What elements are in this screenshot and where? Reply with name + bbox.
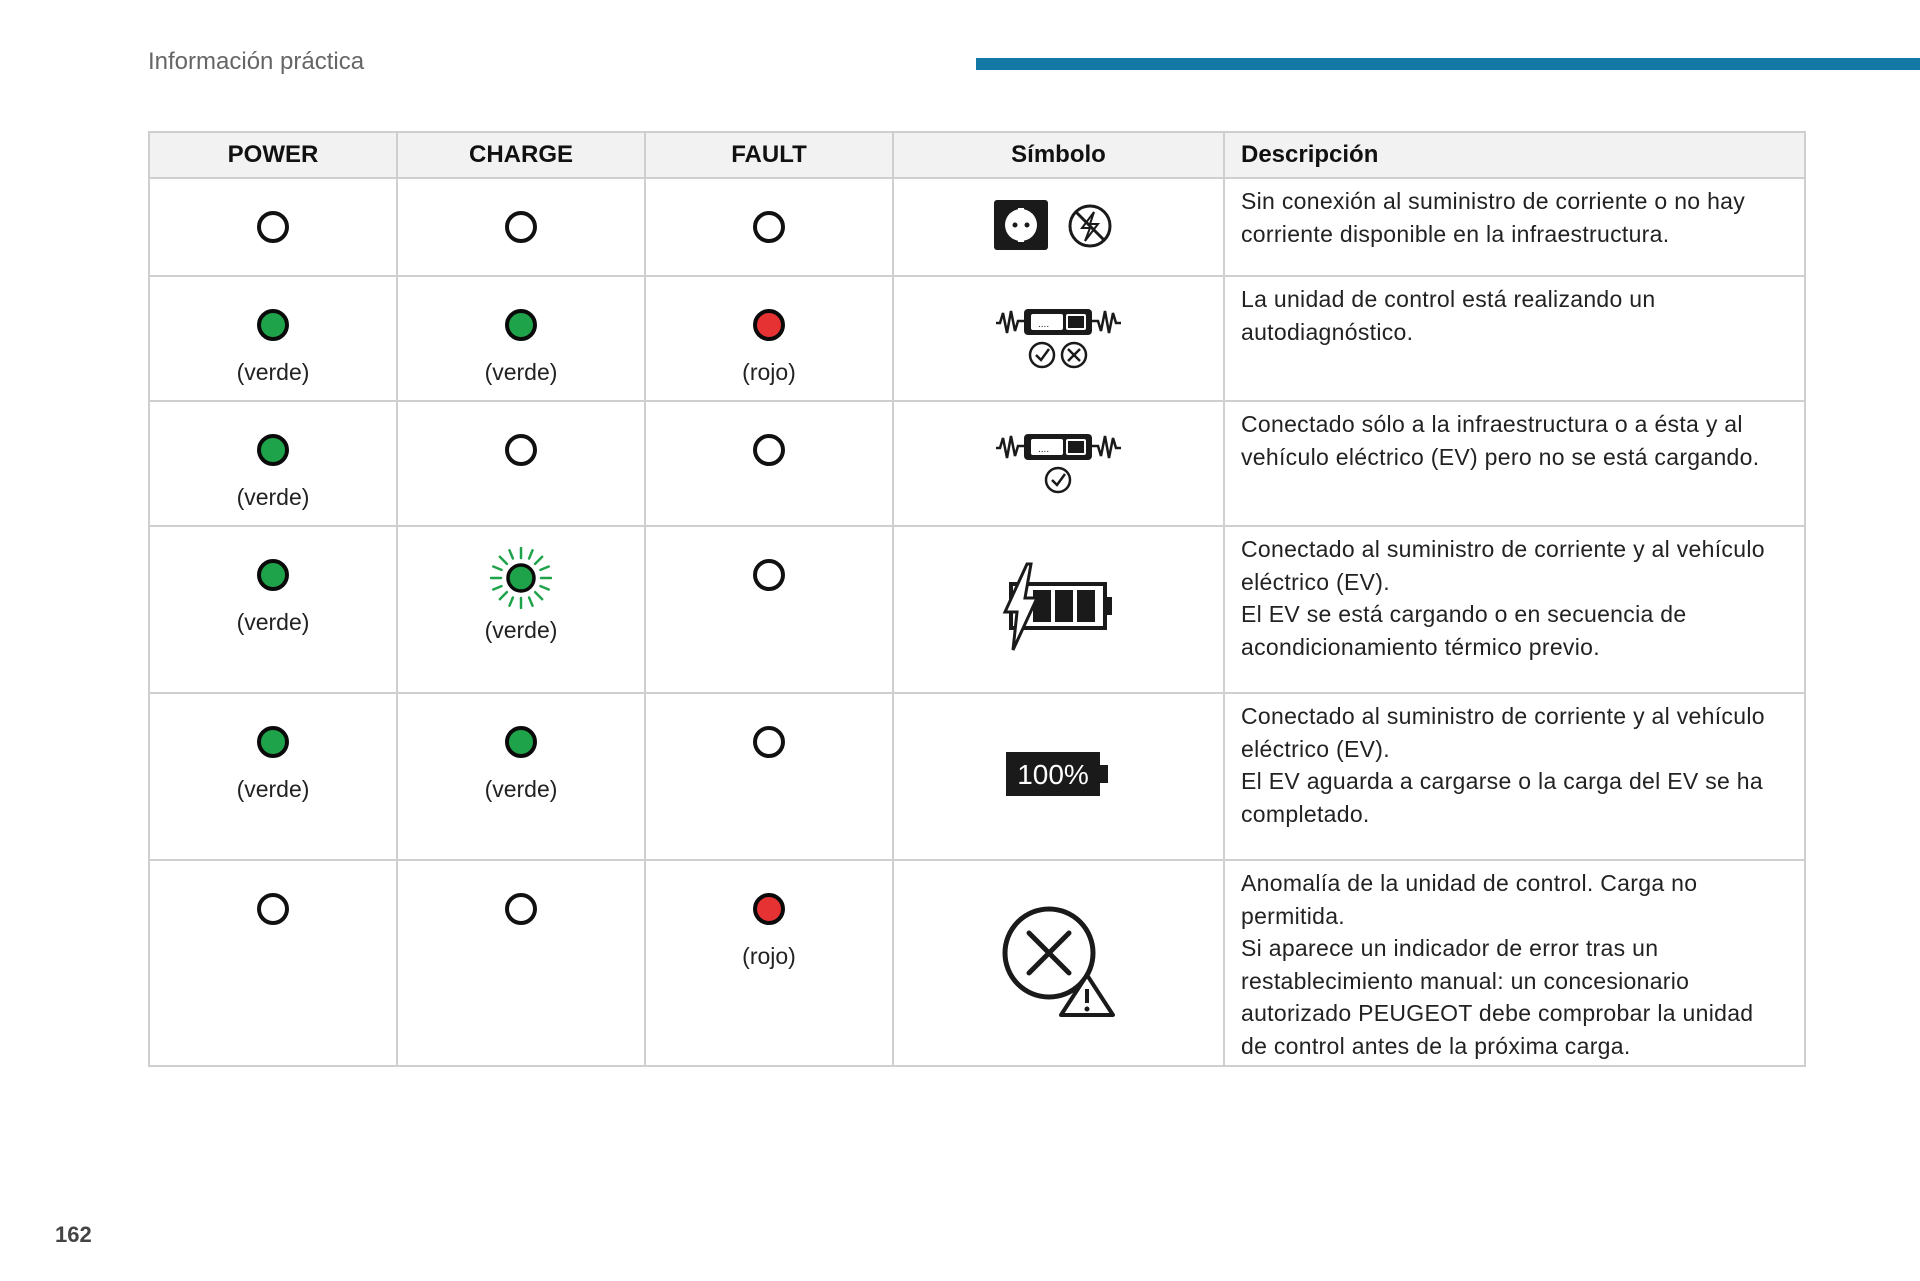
power-cell: (verde) bbox=[149, 693, 397, 860]
charge-cell bbox=[397, 401, 645, 526]
table-row bbox=[149, 526, 1805, 693]
table-row bbox=[149, 178, 1805, 276]
fault-cell: (rojo) bbox=[645, 860, 893, 1066]
table-row bbox=[149, 860, 1805, 1066]
power-cell: (verde) bbox=[149, 526, 397, 693]
fault-cell bbox=[645, 526, 893, 693]
charge-led-off-icon bbox=[505, 211, 537, 243]
fault-cell bbox=[645, 401, 893, 526]
fault-cell bbox=[645, 178, 893, 276]
table-row bbox=[149, 276, 1805, 401]
battery-full-icon bbox=[1004, 748, 1114, 800]
control-unit-connected-icon bbox=[994, 426, 1124, 496]
fault-led-off-icon bbox=[753, 559, 785, 591]
fault-led-red-icon bbox=[753, 309, 785, 341]
charging-status-table bbox=[148, 131, 1806, 1067]
column-header-description: Descripción bbox=[1224, 132, 1805, 178]
symbol-cell bbox=[893, 693, 1224, 860]
fault-cell bbox=[645, 693, 893, 860]
power-led-green-icon bbox=[257, 434, 289, 466]
svg-text:100%: 100% bbox=[1016, 759, 1089, 790]
section-title: Información práctica bbox=[148, 48, 365, 75]
power-cell bbox=[149, 178, 397, 276]
charge-cell bbox=[397, 860, 645, 1066]
svg-text:....: .... bbox=[1037, 319, 1049, 330]
symbol-cell bbox=[893, 860, 1224, 1066]
fault-cell: (rojo) bbox=[645, 276, 893, 401]
description-cell: Conectado sólo a la infraestructura o a ésta y al vehículo eléctrico (EV) pero no se está cargando. bbox=[1224, 401, 1805, 526]
fault-led-off-icon bbox=[753, 726, 785, 758]
svg-text:....: .... bbox=[1037, 444, 1049, 455]
description-cell: Conectado al suministro de corriente y al vehículo eléctrico (EV). El EV aguarda a cargarse o la carga del EV se ha completado. bbox=[1224, 693, 1805, 860]
description-cell: Anomalía de la unidad de control. Carga no permitida. Si aparece un indicador de error tras un restablecimiento manual: un concesionario autorizado PEUGEOT debe comprobar la unidad de control antes de la próxima carga. bbox=[1224, 860, 1805, 1066]
power-cell bbox=[149, 860, 397, 1066]
fault-led-off-icon bbox=[753, 434, 785, 466]
column-header-power: POWER bbox=[149, 132, 397, 178]
page-number: 162 bbox=[55, 1222, 92, 1247]
power-led-off-icon bbox=[257, 893, 289, 925]
charge-cell bbox=[397, 178, 645, 276]
power-led-green-icon bbox=[257, 726, 289, 758]
power-led-green-icon bbox=[257, 309, 289, 341]
no-power-socket-icon bbox=[994, 195, 1124, 255]
description-cell: Sin conexión al suministro de corriente o no hay corriente disponible en la infraestructura. bbox=[1224, 178, 1805, 276]
charge-led-green-icon bbox=[505, 309, 537, 341]
column-header-fault: FAULT bbox=[645, 132, 893, 178]
power-cell: (verde) bbox=[149, 276, 397, 401]
charge-led-off-icon bbox=[505, 434, 537, 466]
description-cell: Conectado al suministro de corriente y al vehículo eléctrico (EV). El EV se está cargando o en secuencia de acondicionamiento térmico previo. bbox=[1224, 526, 1805, 693]
symbol-cell bbox=[893, 178, 1224, 276]
charge-cell: (verde) bbox=[397, 526, 645, 693]
power-cell: (verde) bbox=[149, 401, 397, 526]
battery-charging-icon bbox=[999, 562, 1119, 652]
charge-led-off-icon bbox=[505, 893, 537, 925]
symbol-cell bbox=[893, 276, 1224, 401]
column-header-charge: CHARGE bbox=[397, 132, 645, 178]
charge-cell: (verde) bbox=[397, 276, 645, 401]
symbol-cell bbox=[893, 401, 1224, 526]
control-unit-fault-icon bbox=[999, 901, 1119, 1021]
table-header-row bbox=[149, 132, 1805, 178]
fault-led-off-icon bbox=[753, 211, 785, 243]
table-row bbox=[149, 401, 1805, 526]
fault-led-red-icon bbox=[753, 893, 785, 925]
symbol-cell bbox=[893, 526, 1224, 693]
column-header-symbol: Símbolo bbox=[893, 132, 1224, 178]
charge-led-blinking-icon bbox=[490, 547, 552, 609]
power-led-green-icon bbox=[257, 559, 289, 591]
description-cell: La unidad de control está realizando un autodiagnóstico. bbox=[1224, 276, 1805, 401]
power-led-off-icon bbox=[257, 211, 289, 243]
table-row bbox=[149, 693, 1805, 860]
charge-cell: (verde) bbox=[397, 693, 645, 860]
charge-led-green-icon bbox=[505, 726, 537, 758]
control-unit-self-test-icon bbox=[994, 301, 1124, 371]
header-accent-bar bbox=[976, 58, 1920, 70]
